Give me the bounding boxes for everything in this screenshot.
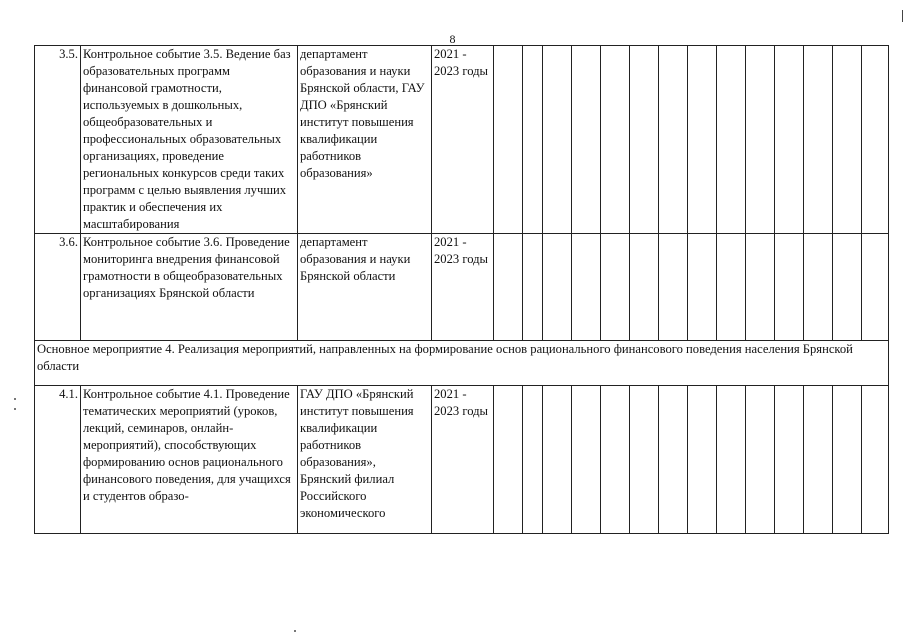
empty-cell (572, 386, 601, 534)
empty-cell (804, 46, 833, 234)
empty-cell (833, 234, 862, 341)
empty-cell (862, 234, 889, 341)
empty-cell (572, 46, 601, 234)
empty-cell (659, 386, 688, 534)
empty-cell (833, 386, 862, 534)
empty-cell (804, 386, 833, 534)
empty-cell (688, 46, 717, 234)
responsible-executor: департамент образования и науки Брянской области, ГАУ ДПО «Брянский институт повышения квалификации работников образования» (298, 46, 432, 234)
empty-cell (659, 234, 688, 341)
empty-cell (862, 46, 889, 234)
empty-cell (833, 46, 862, 234)
empty-cell (630, 386, 659, 534)
empty-cell (572, 234, 601, 341)
table-row (35, 46, 889, 234)
responsible-executor: ГАУ ДПО «Брянский институт повышения квалификации работников образования», Брянский филиал Российского экономического (298, 386, 432, 534)
page-number: 8 (449, 32, 456, 46)
empty-cell (688, 234, 717, 341)
empty-cell (717, 386, 746, 534)
empty-cell (804, 234, 833, 341)
table-row (35, 386, 889, 534)
row-number: 3.6. (35, 234, 81, 341)
event-title: Контрольное событие 3.5. Ведение баз образовательных программ финансовой грамотности, используемых в дошкольных, общеобразовательных и профессиональных образовательных организациях, проведение региональных конкурсов среди таких программ с целью выявления лучших практик и обеспечения их масштабирования (81, 46, 298, 234)
empty-cell (630, 234, 659, 341)
event-title: Контрольное событие 3.6. Проведение мониторинга внедрения финансовой грамотности в общеобразовательных организациях Брянской области (81, 234, 298, 341)
scan-artifact (902, 10, 903, 22)
empty-cell (601, 46, 630, 234)
plan-table (34, 45, 889, 534)
empty-cell (543, 46, 572, 234)
empty-cell (543, 234, 572, 341)
row-number: 4.1. (35, 386, 81, 534)
empty-cell (659, 46, 688, 234)
table-row (35, 234, 889, 341)
empty-cell (717, 234, 746, 341)
empty-cell (688, 386, 717, 534)
empty-cell (494, 46, 523, 234)
implementation-period: 2021 - 2023 годы (432, 234, 494, 341)
scan-speck (294, 630, 296, 632)
empty-cell (523, 234, 543, 341)
event-title: Контрольное событие 4.1. Проведение тематических мероприятий (уроков, лекций, семинаров, онлайн-мероприятий), способствующих формированию основ рационального финансового поведения, для учащихся и студентов образо- (81, 386, 298, 534)
empty-cell (601, 386, 630, 534)
empty-cell (775, 386, 804, 534)
implementation-period: 2021 - 2023 годы (432, 386, 494, 534)
section-row (35, 341, 889, 386)
empty-cell (543, 386, 572, 534)
empty-cell (523, 386, 543, 534)
empty-cell (746, 386, 775, 534)
empty-cell (630, 46, 659, 234)
empty-cell (746, 46, 775, 234)
implementation-period: 2021 - 2023 годы (432, 46, 494, 234)
section-title: Основное мероприятие 4. Реализация мероприятий, направленных на формирование основ рационального финансового поведения населения Брянской области (35, 341, 889, 386)
empty-cell (523, 46, 543, 234)
empty-cell (494, 234, 523, 341)
empty-cell (601, 234, 630, 341)
row-number: 3.5. (35, 46, 81, 234)
scan-speck (14, 408, 16, 410)
empty-cell (775, 234, 804, 341)
scan-speck (14, 398, 16, 400)
empty-cell (746, 234, 775, 341)
empty-cell (717, 46, 746, 234)
empty-cell (494, 386, 523, 534)
empty-cell (775, 46, 804, 234)
responsible-executor: департамент образования и науки Брянской области (298, 234, 432, 341)
empty-cell (862, 386, 889, 534)
